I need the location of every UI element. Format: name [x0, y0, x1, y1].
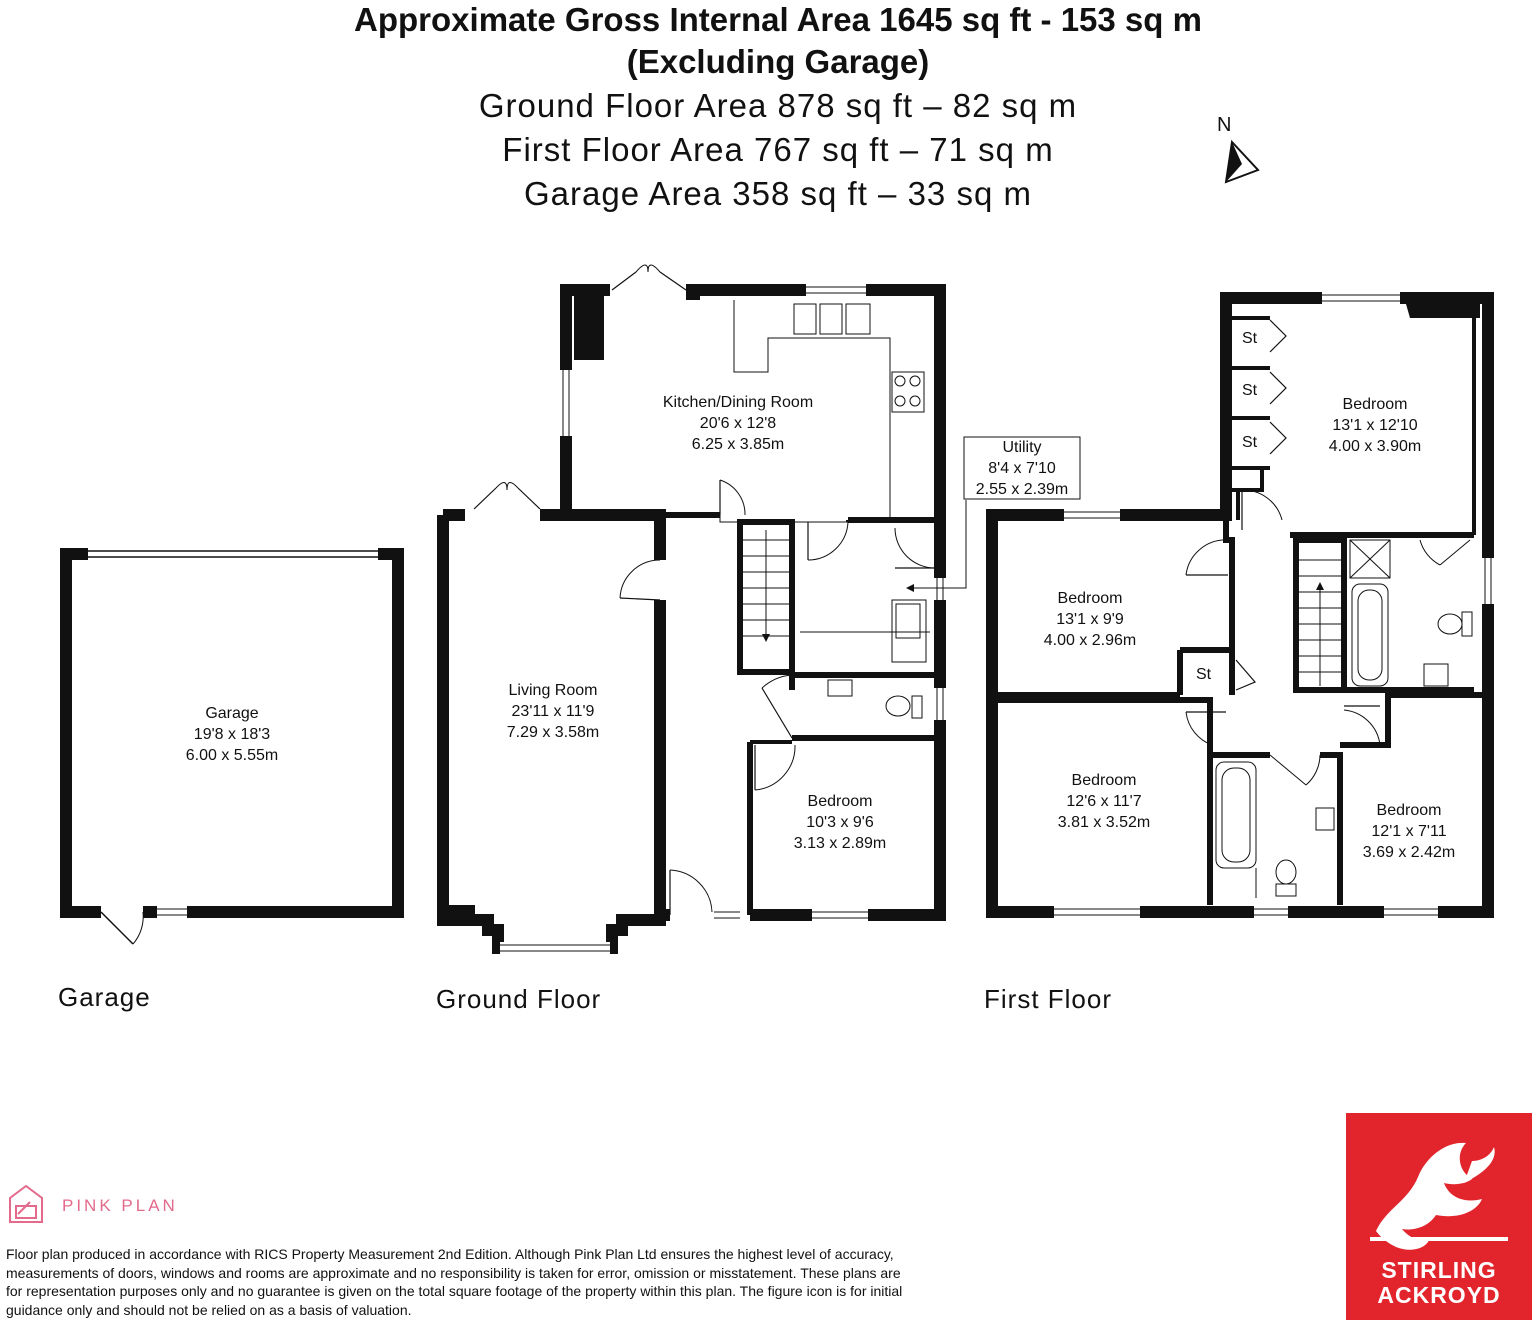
room-name: Bedroom [1071, 772, 1137, 789]
room-ff-bedroom-bottom-right [1344, 800, 1474, 863]
room-imperial: 10'3 x 9'6 [806, 814, 874, 831]
floor-label-first: First Floor [984, 984, 1112, 1014]
room-imperial: 23'11 x 11'9 [511, 703, 595, 720]
room-metric: 3.69 x 2.42m [1362, 844, 1456, 861]
north-label: N [1217, 114, 1232, 136]
store-label-1: St [1242, 330, 1258, 347]
room-name: Bedroom [1057, 590, 1123, 607]
gross-area-title: Approximate Gross Internal Area 1645 sq ft - 153 sq m [354, 1, 1202, 38]
ground-floor-area: Ground Floor Area 878 sq ft – 82 sq m [478, 87, 1078, 124]
room-metric: 2.55 x 2.39m [975, 481, 1069, 498]
room-metric: 7.29 x 3.58m [506, 724, 600, 741]
garage-area: Garage Area 358 sq ft – 33 sq m [524, 175, 1032, 212]
griffin-icon [1346, 1113, 1532, 1263]
room-name: Bedroom [1376, 802, 1442, 819]
room-imperial: 13'1 x 9'9 [1056, 611, 1124, 628]
room-imperial: 20'6 x 12'8 [699, 415, 777, 432]
floor-label-ground: Ground Floor [436, 984, 602, 1014]
store-label-4: St [1196, 666, 1212, 683]
room-name: Bedroom [1342, 396, 1408, 413]
room-gf-bedroom [760, 791, 920, 854]
room-name: Utility [1002, 439, 1042, 456]
room-metric: 6.00 x 5.55m [185, 747, 279, 764]
first-floor-area: First Floor Area 767 sq ft – 71 sq m [502, 131, 1054, 168]
room-utility [964, 437, 1080, 500]
logo-line-1: STIRLING [1381, 1257, 1497, 1283]
store-label-2: St [1242, 382, 1258, 399]
room-imperial: 8'4 x 7'10 [988, 460, 1056, 477]
room-metric: 3.13 x 2.89m [793, 835, 887, 852]
room-ff-bedroom-bottom-left [1024, 770, 1184, 833]
room-ff-bedroom-left [1010, 588, 1170, 651]
room-metric: 3.81 x 3.52m [1057, 814, 1151, 831]
room-imperial: 19'8 x 18'3 [193, 726, 271, 743]
north-arrow-icon [1226, 142, 1258, 182]
room-imperial: 13'1 x 12'10 [1332, 417, 1418, 434]
room-ff-bedroom-top [1300, 394, 1450, 457]
room-imperial: 12'1 x 7'11 [1371, 823, 1447, 840]
room-metric: 4.00 x 3.90m [1328, 438, 1422, 455]
room-name: Living Room [508, 682, 598, 699]
room-living [453, 680, 653, 743]
logo-line-2: ACKROYD [1377, 1282, 1501, 1308]
disclaimer-text: Floor plan produced in accordance with RICS Property Measurement 2nd Edition. Although Pink Plan Ltd ensures the highest level of accuracy, measurements of doors, windows and rooms are approximate and no responsibility is taken for error, omission or misstatement. These plans are for representation purposes only and no guarantee is given on the total square footage of the property within this plan. The figure icon is for initial guidance only and should not be relied on as a basis of valuation. [6, 1246, 903, 1318]
room-imperial: 12'6 x 11'7 [1066, 793, 1142, 810]
room-name: Garage [205, 705, 259, 722]
pink-plan-brand: PINK PLAN [62, 1196, 178, 1215]
room-garage [132, 703, 332, 766]
store-label-3: St [1242, 434, 1258, 451]
room-name: Bedroom [807, 793, 873, 810]
pink-plan-house-icon [10, 1186, 42, 1222]
room-name: Kitchen/Dining Room [662, 394, 814, 411]
room-metric: 4.00 x 2.96m [1043, 632, 1137, 649]
excluding-garage-note: (Excluding Garage) [626, 43, 930, 80]
floor-label-garage: Garage [58, 982, 151, 1012]
room-metric: 6.25 x 3.85m [691, 436, 785, 453]
room-kitchen [628, 392, 848, 455]
